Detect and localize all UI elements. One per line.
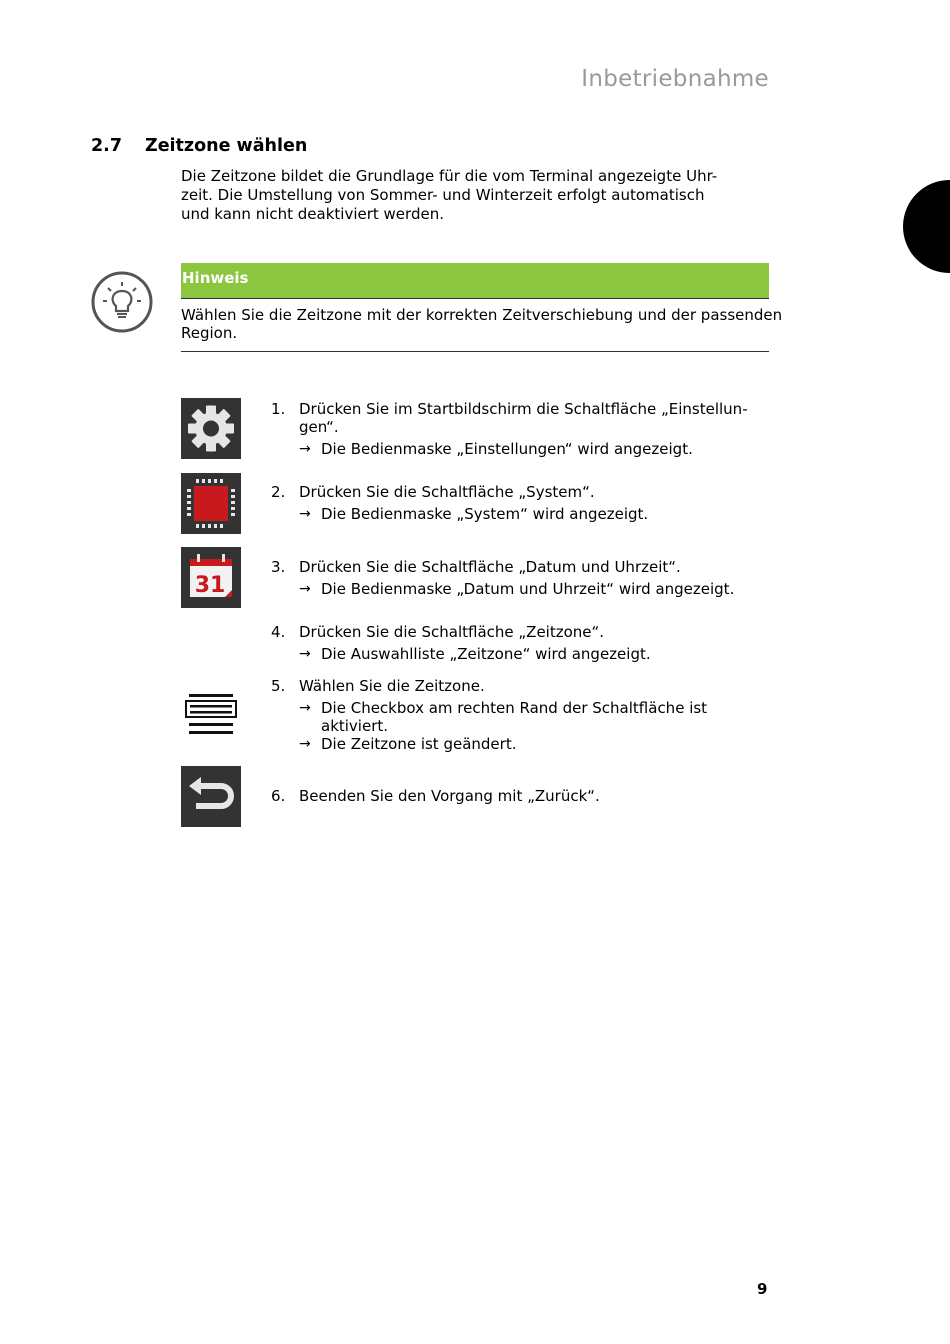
result-arrow-icon: →	[299, 581, 311, 597]
result-arrow-icon: →	[299, 700, 311, 716]
intro-line: zeit. Die Umstellung von Sommer- und Winterzeit erfolgt automatisch	[181, 186, 705, 204]
result-text: Die Zeitzone ist geändert.	[321, 735, 517, 753]
step-number: 2.	[271, 483, 286, 501]
result-arrow-icon: →	[299, 441, 311, 457]
result-arrow-icon: →	[299, 736, 311, 752]
step-item	[271, 787, 771, 805]
calendar-day: 31	[194, 573, 226, 598]
step-result	[271, 505, 771, 523]
result-text: Die Bedienmaske „Einstellungen“ wird angezeigt.	[321, 440, 693, 458]
note-line: Region.	[181, 324, 238, 342]
step-item	[271, 400, 771, 458]
step-number: 6.	[271, 787, 286, 805]
step-text: Drücken Sie die Schaltfläche „Zeitzone“.	[299, 623, 605, 641]
result-text: Die Bedienmaske „System“ wird angezeigt.	[321, 505, 649, 523]
result-arrow-icon: →	[299, 646, 311, 662]
chapter-header-title: Inbetriebnahme	[581, 66, 769, 92]
result-text: Die Bedienmaske „Datum und Uhrzeit“ wird angezeigt.	[321, 580, 735, 598]
step-number: 1.	[271, 400, 286, 418]
step-result	[271, 440, 771, 458]
lightbulb-icon	[90, 270, 154, 334]
step-number: 5.	[271, 677, 286, 695]
step-text: Drücken Sie die Schaltfläche „System“.	[299, 483, 595, 501]
intro-paragraph	[181, 167, 771, 224]
result-text: aktiviert.	[321, 717, 389, 735]
step-text: Drücken Sie die Schaltfläche „Datum und Uhrzeit“.	[299, 558, 681, 576]
note-line: Wählen Sie die Zeitzone mit der korrekten Zeitverschiebung und der passenden	[181, 306, 783, 324]
step-text: gen“.	[299, 418, 339, 436]
step-result	[271, 645, 771, 663]
back-arrow-icon	[181, 766, 241, 827]
section-number: 2.7	[91, 136, 123, 156]
step-result	[271, 699, 771, 735]
chapter-tab-marker	[903, 180, 950, 273]
step-item	[271, 558, 771, 598]
system-chip-icon	[181, 473, 241, 534]
note-body	[181, 299, 783, 352]
gear-icon	[181, 398, 241, 459]
step-number: 4.	[271, 623, 286, 641]
step-number: 3.	[271, 558, 286, 576]
step-item	[271, 623, 771, 663]
calendar-icon	[181, 547, 241, 608]
result-text: Die Auswahlliste „Zeitzone“ wird angezeigt.	[321, 645, 651, 663]
step-text: Drücken Sie im Startbildschirm die Schaltfläche „Einstellun-	[299, 400, 748, 418]
intro-line: und kann nicht deaktiviert werden.	[181, 205, 444, 223]
step-text: Wählen Sie die Zeitzone.	[299, 677, 485, 695]
step-item	[271, 483, 771, 523]
step-result	[271, 580, 771, 598]
page-number: 9	[757, 1280, 768, 1298]
result-arrow-icon: →	[299, 506, 311, 522]
section-title: Zeitzone wählen	[145, 136, 308, 156]
list-select-icon	[181, 686, 241, 747]
note-heading: Hinweis	[181, 263, 769, 299]
step-text: Beenden Sie den Vorgang mit „Zurück“.	[299, 787, 600, 805]
intro-line: Die Zeitzone bildet die Grundlage für die vom Terminal angezeigte Uhr-	[181, 167, 718, 185]
step-item	[271, 677, 771, 753]
note-box	[181, 263, 783, 352]
step-result	[271, 735, 771, 753]
result-text: Die Checkbox am rechten Rand der Schaltfläche ist	[321, 699, 708, 717]
